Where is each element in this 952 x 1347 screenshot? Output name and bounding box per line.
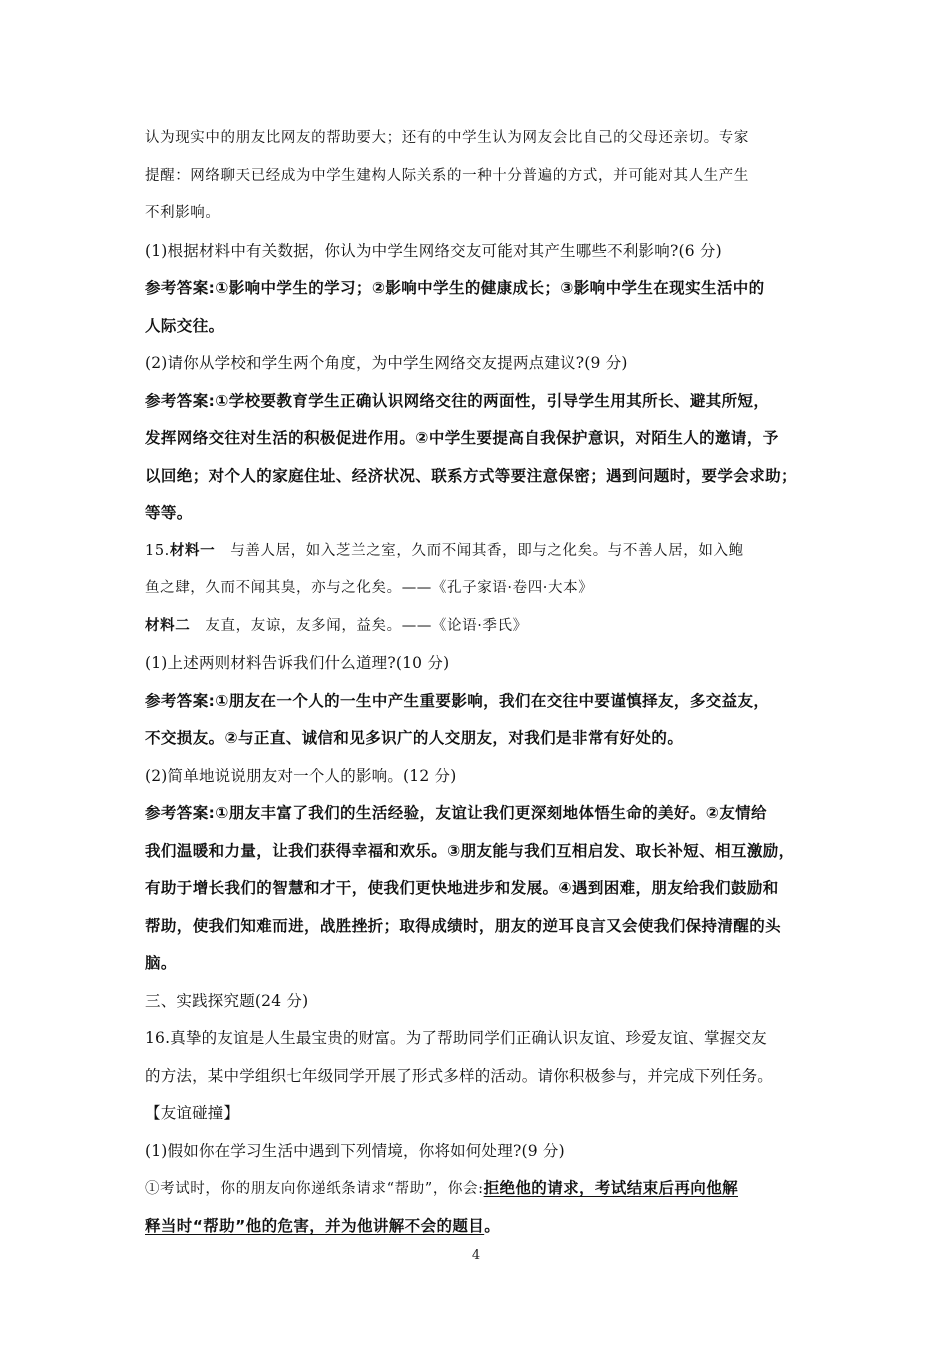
question-line: (1)根据材料中有关数据，你认为中学生网络交友可能对其产生哪些不利影响?(6 分) xyxy=(145,241,722,260)
answer-line: 不交损友。②与正直、诚信和见多识广的人交朋友，对我们是非常有好处的。 xyxy=(145,729,684,747)
answer-text: ①学校要教育学生正确认识网络交往的两面性，引导学生用其所长、避其所短， xyxy=(215,391,770,410)
section-heading: 三、实践探究题(24 分) xyxy=(145,991,309,1010)
answer-line: 人际交往。 xyxy=(145,316,225,335)
answer-line: 等等。 xyxy=(145,504,193,522)
material-label: 材料二 xyxy=(145,617,191,634)
activity-tag: 【友谊碰撞】 xyxy=(145,1104,240,1122)
question-number: 15. xyxy=(145,542,170,559)
answer-label: 参考答案: xyxy=(145,391,216,410)
answer-line xyxy=(145,383,810,421)
material-text: 友直，友谅，友多闻，益矣。——《论语·季氏》 xyxy=(205,617,528,634)
scenario-end: 。 xyxy=(484,1216,501,1235)
underlined-answer: 拒绝他的请求，考试结束后再向他解 xyxy=(483,1179,739,1197)
answer-label: 参考答案: xyxy=(145,804,216,822)
question-line: (2)请你从学校和学生两个角度，为中学生网络交友提两点建议?(9 分) xyxy=(145,354,628,372)
material-text-line: 认为现实中的朋友比网友的帮助要大；还有的中学生认为网友会比自己的父母还亲切。专家 xyxy=(145,130,749,146)
answer-label: 参考答案: xyxy=(145,691,216,710)
question-15-material-2 xyxy=(145,608,810,646)
answer-line xyxy=(145,795,810,833)
question-15-material-1 xyxy=(145,533,810,571)
answer-line xyxy=(145,270,810,308)
answer-line: 脑。 xyxy=(145,954,177,972)
question-line: (2)简单地说说朋友对一个人的影响。(12 分) xyxy=(145,766,457,785)
scenario-line xyxy=(145,1170,810,1208)
question-line: (1)上述两则材料告诉我们什么道理?(10 分) xyxy=(145,654,450,672)
answer-text: ①影响中学生的学习；②影响中学生的健康成长；③影响中学生在现实生活中的 xyxy=(215,279,765,297)
answer-text: ①朋友丰富了我们的生活经验，友谊让我们更深刻地体悟生命的美好。②友情给 xyxy=(215,804,767,822)
scenario-line xyxy=(145,1208,810,1246)
answer-text: ①朋友在一个人的一生中产生重要影响，我们在交往中要谨慎择友，多交益友， xyxy=(215,691,770,710)
answer-line: 以回绝；对个人的家庭住址、经济状况、联系方式等要注意保密；遇到问题时，要学会求助； xyxy=(145,466,797,485)
underlined-answer: 释当时“帮助”他的危害，并为他讲解不会的题目 xyxy=(145,1216,485,1235)
material-label: 材料一 xyxy=(169,542,216,559)
answer-line: 有助于增长我们的智慧和才干，使我们更快地进步和发展。④遇到困难，朋友给我们鼓励和 xyxy=(145,879,779,897)
answer-line: 我们温暖和力量，让我们获得幸福和欢乐。③朋友能与我们互相启发、取长补短、相互激励， xyxy=(145,841,795,860)
material-text-line: 鱼之肆，久而不闻其臭，亦与之化矣。——《孔子家语·卷四·大本》 xyxy=(145,580,594,596)
material-text: 与善人居，如入芝兰之室，久而不闻其香，即与之化矣。与不善人居，如入鲍 xyxy=(230,542,744,559)
material-text-line: 不利影响。 xyxy=(145,205,221,221)
answer-label: 参考答案: xyxy=(145,279,216,297)
answer-line xyxy=(145,683,810,721)
question-line: 的方法，某中学组织七年级同学开展了形式多样的活动。请你积极参与，并完成下列任务。 xyxy=(145,1066,774,1085)
page-content xyxy=(145,120,810,1245)
question-line: (1)假如你在学习生活中遇到下列情境，你将如何处理?(9 分) xyxy=(145,1141,565,1160)
material-text-line: 提醒：网络聊天已经成为中学生建构人际关系的一种十分普遍的方式，并可能对其人生产生 xyxy=(145,167,749,184)
answer-line: 发挥网络交往对生活的积极促进作用。②中学生要提高自我保护意识，对陌生人的邀请，予 xyxy=(145,429,779,447)
answer-line: 帮助，使我们知难而进，战胜挫折；取得成绩时，朋友的逆耳良言又会使我们保持清醒的头 xyxy=(145,916,782,935)
page-number: 4 xyxy=(471,1248,481,1263)
question-line: 16.真挚的友谊是人生最宝贵的财富。为了帮助同学们正确认识友谊、珍爱友谊、掌握交友 xyxy=(145,1029,767,1047)
scenario-text: ①考试时，你的朋友向你递纸条请求“帮助”，你会: xyxy=(145,1181,484,1197)
